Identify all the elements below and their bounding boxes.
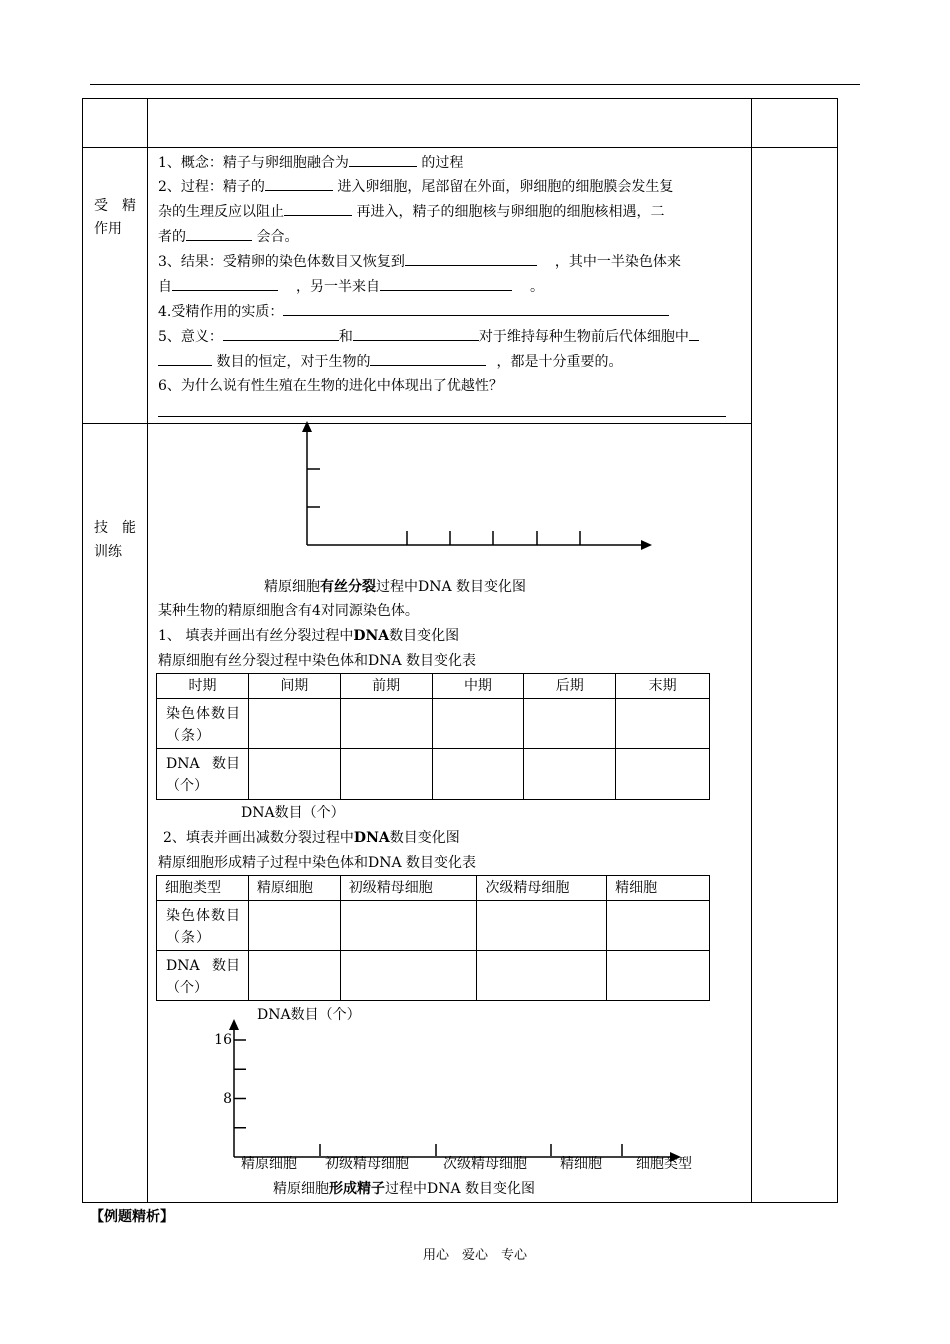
table-header: 次级精母细胞 xyxy=(477,876,607,901)
table-header: 初级精母细胞 xyxy=(340,876,477,901)
fert-line-3: 杂的生理反应以阻止 再进入，精子的细胞核与卵细胞的细胞核相遇，二 xyxy=(158,201,664,222)
table-header: 精原细胞 xyxy=(248,876,340,901)
q2-title: 2、填表并画出减数分裂过程中DNA数目变化图 xyxy=(163,830,460,846)
row-label-chromosome: 染色体数目（条） xyxy=(157,901,249,951)
chart1-caption: 精原细胞有丝分裂过程中DNA 数目变化图 xyxy=(264,579,527,595)
label-skills-1: 技 能 xyxy=(94,520,136,536)
table-header: 前期 xyxy=(340,674,432,699)
chart2-category-label: 初级精母细胞 xyxy=(325,1156,409,1172)
row-label-dna: DNA 数目（个） xyxy=(157,749,249,800)
fert-line-7: 4.受精作用的实质： xyxy=(158,301,669,322)
intro-text: 某种生物的精原细胞含有4对同源染色体。 xyxy=(158,603,419,619)
chart2-ylabel: DNA数目（个） xyxy=(257,1007,361,1023)
q1-title: 1、 填表并画出有丝分裂过程中DNA数目变化图 xyxy=(158,628,460,644)
fert-line-2: 2、过程：精子的 进入卵细胞，尾部留在外面，卵细胞的细胞膜会发生复 xyxy=(158,176,673,197)
fert-line-9: 数目的恒定，对于生物的 ，都是十分重要的。 xyxy=(158,351,622,372)
row-label-chromosome: 染色体数目（条） xyxy=(157,699,249,749)
table-header: 精细胞 xyxy=(607,876,710,901)
chart2-category-label: 次级精母细胞 xyxy=(443,1156,527,1172)
page-footer: 用心 爱心 专心 xyxy=(423,1248,528,1263)
q2-table-title: 精原细胞形成精子过程中染色体和DNA 数目变化表 xyxy=(158,855,477,871)
fert-line-5: 3、结果：受精卵的染色体数目又恢复到 ，其中一半染色体来 xyxy=(158,251,681,272)
table-header: 间期 xyxy=(248,674,340,699)
chart2-category-label: 精细胞 xyxy=(560,1156,602,1172)
fert-line-10: 6、为什么说有性生殖在生物的进化中体现出了优越性？ xyxy=(158,378,503,394)
example-heading: 【例题精析】 xyxy=(90,1209,174,1225)
fert-line-4: 者的 会合。 xyxy=(158,226,298,247)
table-header: 后期 xyxy=(524,674,616,699)
table-header: 细胞类型 xyxy=(157,876,249,901)
chart2-category-label: 精原细胞 xyxy=(241,1156,297,1172)
label-fertilization-2: 作用 xyxy=(94,221,122,237)
fert-line-6: 自 ，另一半来自 。 xyxy=(158,276,544,297)
row-label-dna: DNA 数目（个） xyxy=(157,951,249,1001)
chart2-y-tick-label: 16 xyxy=(214,1032,232,1048)
chart2-y-arrow xyxy=(229,1019,239,1030)
q1-dna-label: DNA数目（个） xyxy=(241,805,345,821)
label-fertilization-1: 受 精 xyxy=(94,198,136,214)
table-header: 中期 xyxy=(432,674,524,699)
table-header: 末期 xyxy=(616,674,710,699)
table-header: 时期 xyxy=(157,674,249,699)
chart2-caption: 精原细胞形成精子过程中DNA 数目变化图 xyxy=(273,1181,536,1197)
fert-line-1: 1、概念：精子与卵细胞融合为 的过程 xyxy=(158,152,463,173)
fert-line-8: 5、意义： 和 对于维持每种生物前后代体细胞中 xyxy=(158,326,699,347)
label-skills-2: 训练 xyxy=(94,544,122,560)
chart2-y-tick-label: 8 xyxy=(223,1090,232,1107)
chart2-xlabel: 细胞类型 xyxy=(636,1156,692,1172)
q1-table-title: 精原细胞有丝分裂过程中染色体和DNA 数目变化表 xyxy=(158,653,477,669)
